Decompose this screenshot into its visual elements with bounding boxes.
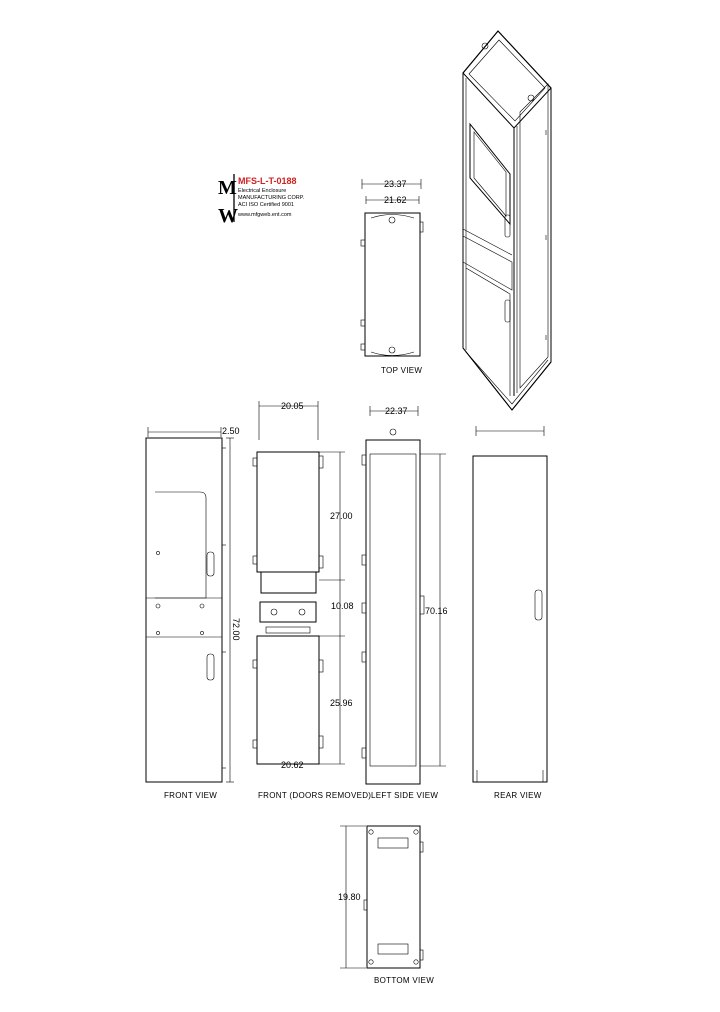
logo-line-3: ACI ISO Certified 9001: [238, 202, 294, 208]
label-front-view: FRONT VIEW: [164, 791, 218, 800]
dim-top-inner-width: 21.62: [384, 195, 407, 205]
label-left-side-view: LEFT SIDE VIEW: [371, 791, 439, 800]
logo-line-2: MANUFACTURING CORP.: [238, 195, 305, 201]
middle-vent: [266, 627, 310, 633]
isometric-view: [463, 31, 551, 410]
label-rear-view: REAR VIEW: [494, 791, 542, 800]
dim-front-overall: 72.00: [231, 618, 241, 641]
middle-panel: [260, 602, 316, 622]
dim-middle-panel: 10.08: [331, 601, 354, 611]
side-lift-eye-icon: [390, 429, 396, 435]
top-view-body: [365, 213, 420, 356]
logo-mark-top: M: [218, 177, 237, 199]
upper-compartment: [257, 452, 319, 572]
dim-side-height: 70.16: [425, 606, 448, 616]
label-bottom-view: BOTTOM VIEW: [374, 976, 435, 985]
logo-title: MFS-L-T-0188: [238, 176, 297, 186]
bottom-view: [338, 826, 434, 985]
left-side-view: [362, 406, 448, 800]
dim-no-doors-width: 20.05: [281, 401, 304, 411]
logo-mark-bottom: W: [218, 205, 238, 227]
front-view-body: [146, 438, 222, 782]
dim-upper-compartment: 27.00: [330, 511, 353, 521]
dim-bottom-label: 20.62: [281, 760, 304, 770]
label-front-doors-removed: FRONT (DOORS REMOVED): [258, 791, 372, 800]
left-side-body: [366, 440, 420, 784]
dim-side-width: 22.37: [385, 406, 408, 416]
front-doors-removed-view: [253, 401, 371, 800]
front-view: [146, 426, 241, 800]
dim-top-outer-width: 23.37: [384, 179, 407, 189]
label-top-view: TOP VIEW: [381, 366, 423, 375]
dim-lower-compartment: 25.96: [330, 698, 353, 708]
logo-line-4: www.mfgweb.ent.com: [238, 212, 292, 218]
company-logo: [218, 174, 305, 227]
logo-line-1: Electrical Enclosure: [238, 188, 287, 194]
upper-mounting-rail: [261, 572, 316, 593]
rear-view: [473, 426, 547, 800]
lower-compartment: [257, 636, 319, 764]
dim-bottom-depth: 19.80: [338, 892, 361, 902]
top-view: [361, 179, 423, 375]
bottom-view-body: [367, 826, 420, 968]
dim-front-top-offset: 2.50: [222, 426, 240, 436]
